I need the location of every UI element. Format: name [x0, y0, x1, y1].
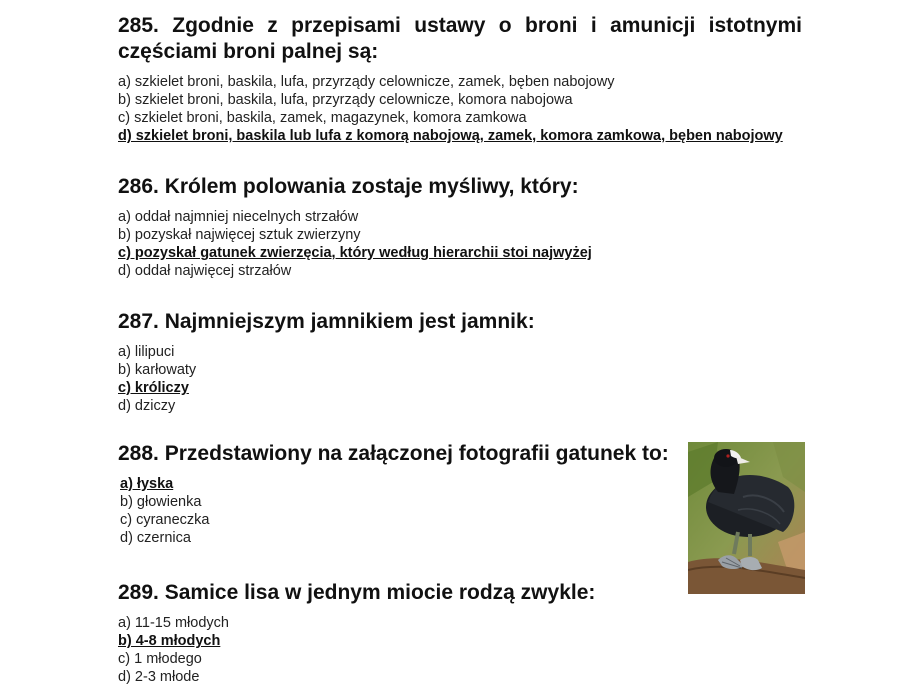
answer-b: b) głowienka	[120, 494, 202, 510]
answer-c: c) 1 młodego	[118, 651, 202, 667]
question-287	[118, 309, 818, 415]
question-title: 289. Samice lisa w jednym miocie rodzą zwykle:	[118, 581, 596, 604]
answer-b: b) pozyskał najwięcej sztuk zwierzyny	[118, 227, 361, 243]
answer-c: c) cyraneczka	[120, 512, 210, 528]
answer-d: d) oddał najwięcej strzałów	[118, 263, 292, 279]
answer-c-correct: c) pozyskał gatunek zwierzęcia, który według hierarchii stoi najwyżej	[118, 245, 592, 261]
answer-d: d) dziczy	[118, 398, 176, 414]
answer-a: a) oddał najmniej niecelnych strzałów	[118, 209, 359, 225]
answer-b-correct: b) 4-8 młodych	[118, 633, 221, 649]
question-title: 286. Królem polowania zostaje myśliwy, który:	[118, 175, 579, 198]
question-title: 288. Przedstawiony na załączonej fotografii gatunek to:	[118, 442, 669, 465]
answer-d: d) czernica	[120, 530, 191, 546]
question-title: 285. Zgodnie z przepisami ustawy o broni i amunicji istotnymi częściami broni palnej są:	[118, 14, 802, 63]
answer-list	[118, 614, 818, 686]
answer-a-correct: a) łyska	[120, 476, 174, 492]
answer-list	[118, 208, 818, 280]
answer-list	[118, 343, 818, 415]
answer-d-correct: d) szkielet broni, baskila lub lufa z komorą nabojową, zamek, komora zamkowa, bęben nabojowy	[118, 128, 783, 144]
question-286	[118, 174, 818, 280]
question-285	[118, 13, 818, 145]
question-289	[118, 580, 818, 686]
question-title: 287. Najmniejszym jamnikiem jest jamnik:	[118, 310, 535, 333]
answer-b: b) szkielet broni, baskila, lufa, przyrządy celownicze, komora nabojowa	[118, 92, 573, 108]
answer-c-correct: c) króliczy	[118, 380, 189, 396]
answer-c: c) szkielet broni, baskila, zamek, magazynek, komora zamkowa	[118, 110, 527, 126]
coot-bird-photo	[688, 442, 805, 594]
answer-a: a) lilipuci	[118, 344, 175, 360]
answer-b: b) karłowaty	[118, 362, 197, 378]
answer-d: d) 2-3 młode	[118, 669, 200, 685]
answer-list	[118, 73, 818, 145]
answer-a: a) szkielet broni, baskila, lufa, przyrządy celownicze, zamek, bęben nabojowy	[118, 74, 615, 90]
answer-a: a) 11-15 młodych	[118, 615, 229, 631]
